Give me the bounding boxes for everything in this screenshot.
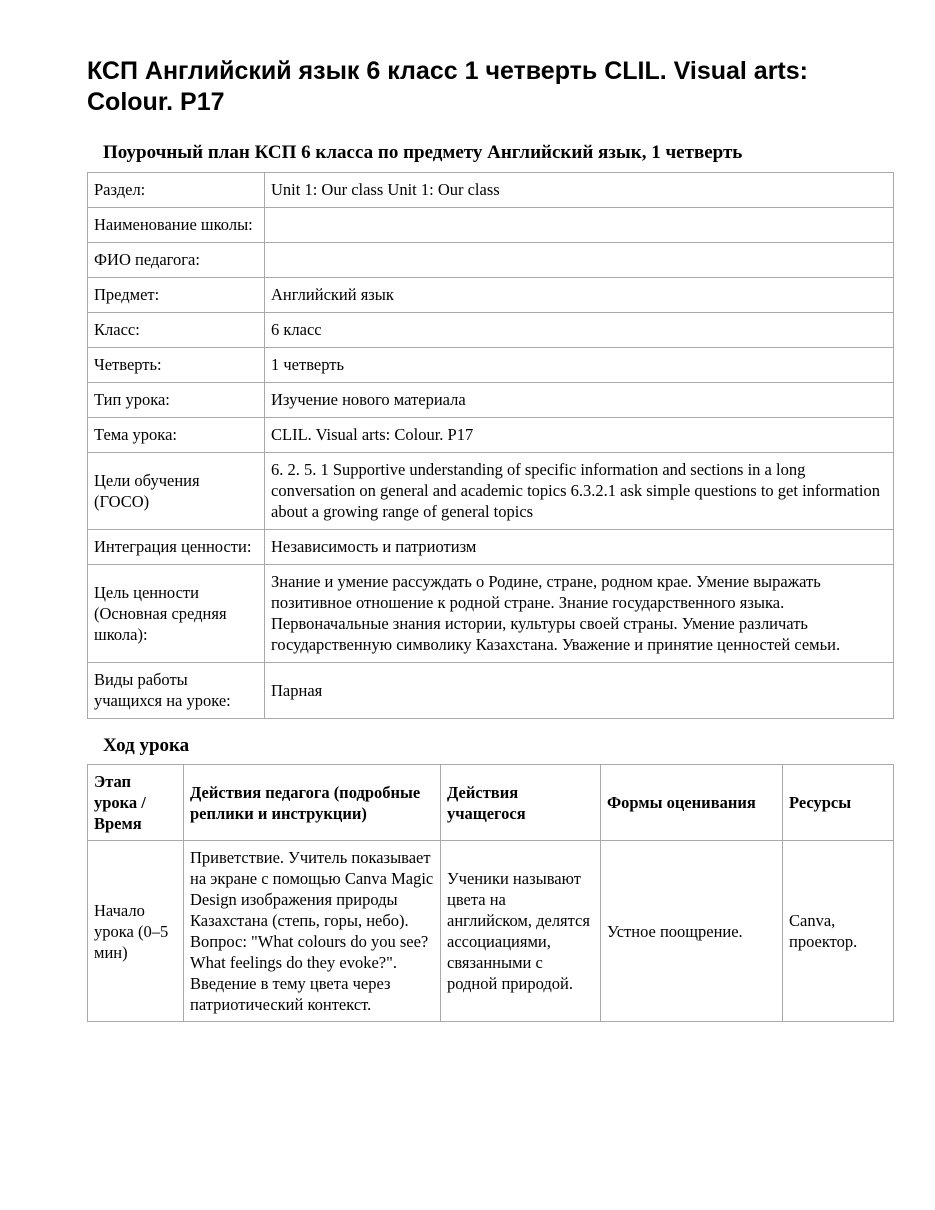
header-assessment: Формы оценивания bbox=[601, 765, 783, 841]
lesson-info-table bbox=[87, 172, 894, 719]
info-value: 6 класс bbox=[265, 313, 894, 348]
stage-cell: Начало урока (0–5 мин) bbox=[88, 841, 184, 1022]
table-row bbox=[88, 453, 894, 530]
table-row bbox=[88, 243, 894, 278]
resources-cell: Canva, проектор. bbox=[783, 841, 894, 1022]
info-label: Тип урока: bbox=[88, 383, 265, 418]
teacher-actions-cell: Приветствие. Учитель показывает на экране с помощью Canva Magic Design изображения природы Казахстана (степь, горы, небо). Вопрос: "What colours do you see? What feelings do they evoke?". Введение в тему цвета через патриотический контекст. bbox=[184, 841, 441, 1022]
document-page bbox=[87, 56, 893, 1022]
table-row bbox=[88, 841, 894, 1022]
info-label: Цель ценности (Основная средняя школа): bbox=[88, 565, 265, 663]
header-teacher-actions: Действия педагога (подробные реплики и инструкции) bbox=[184, 765, 441, 841]
header-student-actions: Действия учащегося bbox=[441, 765, 601, 841]
plan-heading: Поурочный план КСП 6 класса по предмету Английский язык, 1 четверть bbox=[103, 142, 743, 163]
header-stage: Этап урока / Время bbox=[88, 765, 184, 841]
lesson-course-table bbox=[87, 764, 894, 1022]
info-label: Предмет: bbox=[88, 278, 265, 313]
info-label: Тема урока: bbox=[88, 418, 265, 453]
info-value: Знание и умение рассуждать о Родине, стране, родном крае. Умение выражать позитивное отношение к родной стране. Знание государственного языка. Первоначальные знания истории, культуры своей страны. Умение различать государственную символику Казахстана. Уважение и принятие ценностей семьи. bbox=[265, 565, 894, 663]
table-row bbox=[88, 418, 894, 453]
table-row bbox=[88, 278, 894, 313]
info-value: CLIL. Visual arts: Colour. P17 bbox=[265, 418, 894, 453]
info-label: Виды работы учащихся на уроке: bbox=[88, 663, 265, 719]
info-value: Парная bbox=[265, 663, 894, 719]
header-resources: Ресурсы bbox=[783, 765, 894, 841]
info-value: Изучение нового материала bbox=[265, 383, 894, 418]
info-label: Класс: bbox=[88, 313, 265, 348]
info-value: Английский язык bbox=[265, 278, 894, 313]
table-row bbox=[88, 530, 894, 565]
table-row bbox=[88, 383, 894, 418]
student-actions-cell: Ученики называют цвета на английском, делятся ассоциациями, связанными с родной природой. bbox=[441, 841, 601, 1022]
info-value: Unit 1: Our class Unit 1: Our class bbox=[265, 173, 894, 208]
info-value: 6. 2. 5. 1 Supportive understanding of specific information and sections in a long conversation on general and academic topics 6.3.2.1 ask simple questions to get information about a growing range of general topics bbox=[265, 453, 894, 530]
info-label: Наименование школы: bbox=[88, 208, 265, 243]
table-row bbox=[88, 663, 894, 719]
info-label: Интеграция ценности: bbox=[88, 530, 265, 565]
info-value: Независимость и патриотизм bbox=[265, 530, 894, 565]
table-row bbox=[88, 173, 894, 208]
table-header-row bbox=[88, 765, 894, 841]
info-value bbox=[265, 243, 894, 278]
table-row bbox=[88, 565, 894, 663]
document-title: КСП Английский язык 6 класс 1 четверть CLIL. Visual arts: Colour. P17 bbox=[87, 57, 808, 116]
course-heading: Ход урока bbox=[103, 735, 190, 756]
assessment-cell: Устное поощрение. bbox=[601, 841, 783, 1022]
table-row bbox=[88, 348, 894, 383]
info-label: Раздел: bbox=[88, 173, 265, 208]
table-row bbox=[88, 313, 894, 348]
info-label: Цели обучения (ГОСО) bbox=[88, 453, 265, 530]
info-value: 1 четверть bbox=[265, 348, 894, 383]
table-row bbox=[88, 208, 894, 243]
info-label: Четверть: bbox=[88, 348, 265, 383]
info-label: ФИО педагога: bbox=[88, 243, 265, 278]
info-value bbox=[265, 208, 894, 243]
